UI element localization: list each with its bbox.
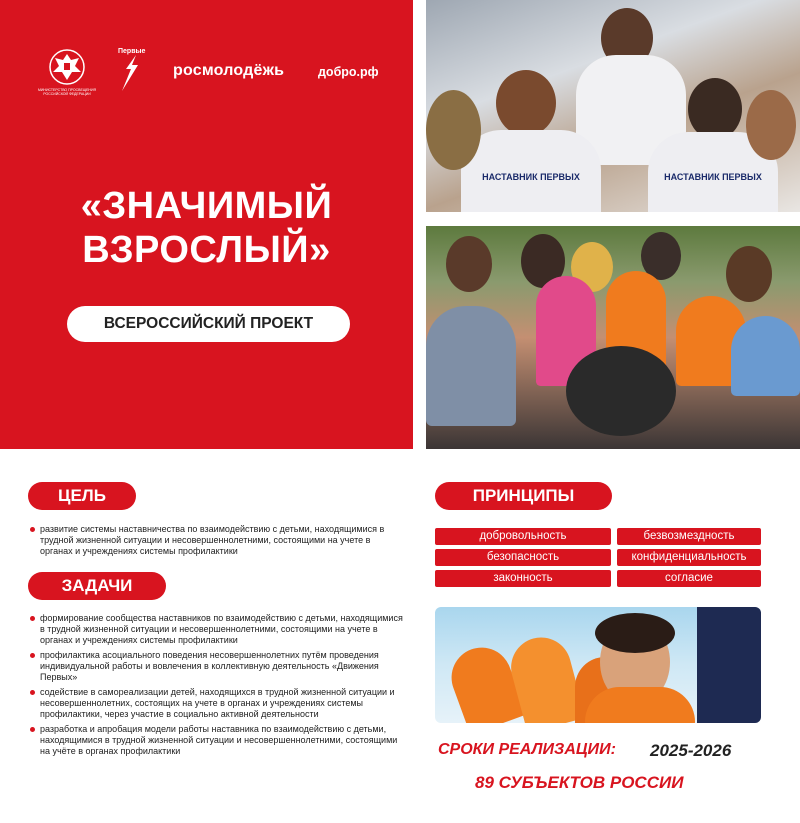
person-head — [426, 90, 481, 170]
group-hands-photo — [426, 226, 800, 449]
person-head — [688, 78, 742, 140]
title-line-2: ВЗРОСЛЫЙ» — [82, 229, 331, 271]
person-head — [446, 236, 492, 292]
background-banner — [697, 607, 761, 723]
cheering-photo — [435, 607, 761, 723]
hero-panel — [0, 0, 413, 449]
pervye-logo — [118, 48, 148, 96]
title-line-1: «ЗНАЧИМЫЙ — [80, 185, 333, 227]
list-item: разработка и апробация модели работы наставника по взаимодействию с детьми, находящимися в трудной жизненной ситуации и несовершеннолетними, состоящими на учёте в органах профилактики — [30, 724, 405, 757]
pervye-one-icon — [118, 55, 140, 91]
person-shirt — [731, 316, 800, 396]
person-shirt — [426, 306, 516, 426]
page-title — [0, 184, 413, 272]
person-head — [496, 70, 556, 136]
shirt-label-left: НАСТАВНИК ПЕРВЫХ — [482, 172, 580, 182]
ministry-logo — [38, 48, 96, 96]
partner-logos — [38, 48, 393, 104]
person-hair — [595, 613, 675, 653]
principles-grid — [435, 528, 761, 587]
project-badge: ВСЕРОССИЙСКИЙ ПРОЕКТ — [67, 306, 350, 342]
list-item: профилактика асоциального поведения несовершеннолетних путём проведения индивидуальной работы и вовлечения в коллективную деятельность «Движения Первых» — [30, 650, 405, 683]
principle-item: добровольность — [435, 528, 611, 545]
hands-circle — [566, 346, 676, 436]
principles-heading: ПРИНЦИПЫ — [435, 482, 612, 510]
deadline-label: СРОКИ РЕАЛИЗАЦИИ: — [438, 741, 616, 758]
goal-list — [30, 524, 405, 561]
person-shirt — [585, 687, 695, 723]
principle-item: согласие — [617, 570, 761, 587]
principle-item: законность — [435, 570, 611, 587]
goal-heading: ЦЕЛЬ — [28, 482, 136, 510]
deadline-years: 2025-2026 — [650, 741, 732, 760]
shirt-label-right: НАСТАВНИК ПЕРВЫХ — [664, 172, 762, 182]
person-head — [726, 246, 772, 302]
tasks-list — [30, 613, 405, 761]
regions-count: 89 СУБЪЕКТОВ РОССИИ — [475, 773, 684, 792]
person-head — [746, 90, 796, 160]
rosmolodezh-logo: росмолодёжь — [173, 62, 285, 79]
person-shirt — [461, 130, 601, 212]
deadline — [438, 741, 768, 759]
eagle-emblem-icon — [45, 48, 89, 86]
mentors-photo — [426, 0, 800, 212]
list-item: формирование сообщества наставников по взаимодействию с детьми, находящимися в трудной жизненной ситуации и несовершеннолетними, состоящими на учете в органах и учреждениях системы профилактики — [30, 613, 405, 646]
list-item: содействие в самореализации детей, находящихся в трудной жизненной ситуации и несовершеннолетних, состоящих на учете в органах и учреждениях системы профилактики, через участие в социально активной деятельности — [30, 687, 405, 720]
pervye-wordmark: Первые — [118, 48, 146, 55]
principle-item: безвозмездность — [617, 528, 761, 545]
ministry-name: МИНИСТЕРСТВО ПРОСВЕЩЕНИЯ РОССИЙСКОЙ ФЕДЕРАЦИИ — [38, 88, 96, 96]
tasks-heading: ЗАДАЧИ — [28, 572, 166, 600]
dobro-logo: добро.рф — [318, 65, 379, 79]
principle-item: безопасность — [435, 549, 611, 566]
list-item: развитие системы наставничества по взаимодействию с детьми, находящимися в трудной жизненной ситуации и несовершеннолетними, состоящими на учете в органах и учреждениях системы профилактики — [30, 524, 405, 557]
principle-item: конфиденциальность — [617, 549, 761, 566]
